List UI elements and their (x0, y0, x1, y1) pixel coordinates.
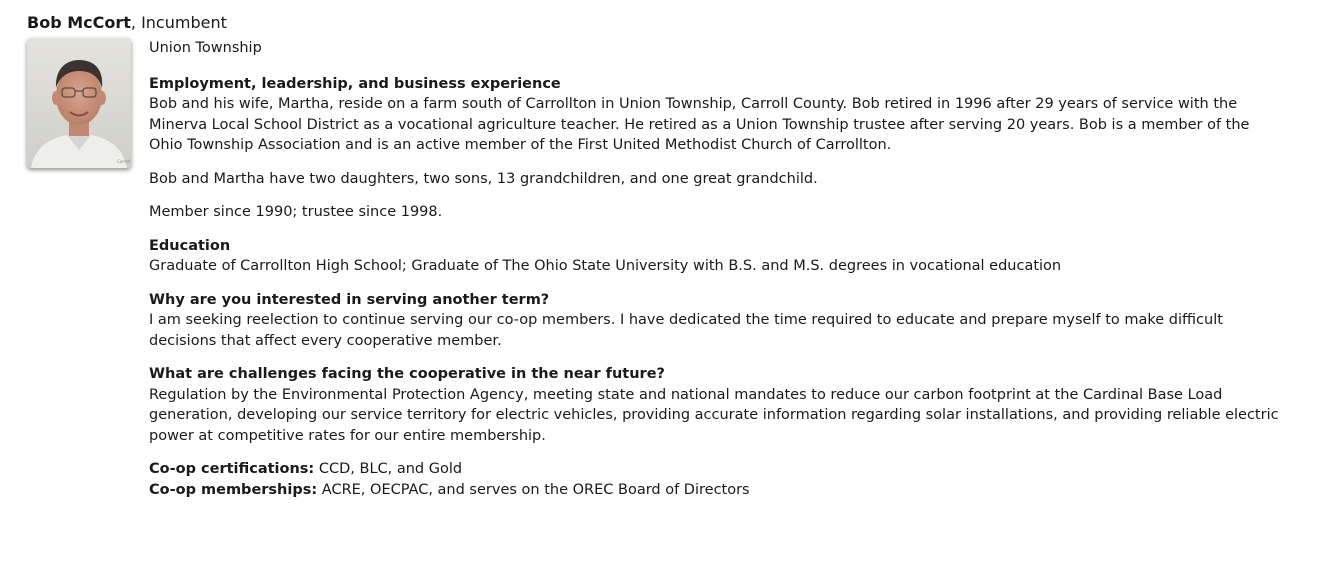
employment-paragraph: Bob and his wife, Martha, reside on a farm south of Carrollton in Union Township, Carroll County. Bob retired in 1996 after 29 years of service with the Minerva Local School District as a vocational agriculture teacher. He retired as a Union Township trustee after serving 20 years. Bob is a member of the Ohio Township Association and is an active member of the First United Methodist Church of Carrollton. (149, 96, 1250, 153)
membership-paragraph: Member since 1990; trustee since 1998. (149, 204, 443, 220)
township: Union Township (149, 40, 262, 56)
challenges-text: Regulation by the Environmental Protection Agency, meeting state and national mandates to reduce our carbon footprint at the Cardinal Base Load generation, developing our service territory for electric vehicles, providing accurate information regarding solar installations, and providing reliable electric power at competitive rates for our entire membership. (149, 386, 1279, 444)
candidate-bio (149, 38, 1279, 500)
certifications-line (149, 459, 1279, 480)
memberships-value: ACRE, OECPAC, and serves on the OREC Board of Directors (317, 481, 750, 498)
family-paragraph: Bob and Martha have two daughters, two sons, 13 grandchildren, and one great grandchild. (149, 170, 818, 187)
portrait-image (27, 38, 131, 168)
employment-heading: Employment, leadership, and business experience (149, 75, 561, 92)
candidate-name: Bob McCort (27, 13, 131, 32)
education-heading: Education (149, 237, 231, 254)
memberships-line (149, 480, 1279, 501)
photo-watermark: Carroll (117, 159, 131, 164)
candidate-photo (27, 38, 131, 168)
challenges-heading: What are challenges facing the cooperative in the near future? (149, 366, 665, 382)
memberships-label: Co-op memberships: (149, 481, 318, 498)
why-serve-text: I am seeking reelection to continue serving our co-op members. I have dedicated the time required to educate and prepare myself to make difficult decisions that affect every cooperative member. (149, 312, 1223, 349)
why-serve-heading: Why are you interested in serving another term? (149, 291, 550, 308)
candidate-status: , Incumbent (130, 13, 227, 32)
education-text: Graduate of Carrollton High School; Graduate of The Ohio State University with B.S. and M.S. degrees in vocational education (149, 258, 1062, 274)
certifications-value: CCD, BLC, and Gold (314, 461, 463, 477)
certifications-label: Co-op certifications: (149, 461, 315, 477)
candidate-header (27, 12, 227, 34)
